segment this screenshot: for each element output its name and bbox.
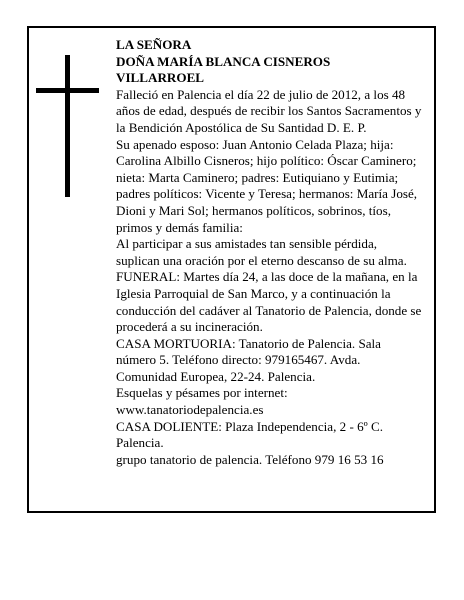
mourning-home: CASA DOLIENTE: Plaza Independencia, 2 - 6º C. Palencia. bbox=[116, 418, 383, 451]
deceased-surname: VILLARROEL bbox=[116, 70, 205, 86]
cross-horizontal-bar bbox=[36, 88, 99, 93]
death-announcement: Falleció en Palencia el día 22 de julio de 2012, a los 48 años de edad, después de recibir los Santos Sacramentos y la Bendición Apostólica de Su Santidad D. E. P. bbox=[116, 86, 422, 135]
family-list: Su apenado esposo: Juan Antonio Celada Plaza; hija: Carolina Albillo Cisneros; hijo político: Óscar Caminero; nieta: Marta Caminero; padres: Eutiquiano y Eutimia; padres políticos: Vicente y Teresa; hermanos: María José, Dioni y Mari Sol; hermanos políticos, sobrinos, tíos, primos y demás familia: bbox=[116, 136, 418, 235]
funeral-home-contact: grupo tanatorio de palencia. Teléfono 979 16 53 16 bbox=[116, 451, 384, 467]
deceased-title: LA SEÑORA bbox=[116, 37, 192, 52]
obituary-text bbox=[116, 37, 422, 468]
cross-icon bbox=[36, 55, 99, 197]
prayer-request: Al participar a sus amistades tan sensible pérdida, suplican una oración por el eterno descanso de su alma. bbox=[116, 236, 407, 268]
mortuary-details: CASA MORTUORIA: Tanatorio de Palencia. Sala número 5. Teléfono directo: 979165467. Avda. Comunidad Europea, 22-24. Palencia. bbox=[116, 335, 381, 384]
cross-vertical-bar bbox=[65, 55, 70, 197]
online-condolences: Esquelas y pésames por internet: www.tanatoriodepalencia.es bbox=[116, 385, 288, 418]
funeral-details: FUNERAL: Martes día 24, a las doce de la mañana, en la Iglesia Parroquial de San Marco, y a continuación la conducción del cadáver al Tanatorio de Palencia, donde se procederá a su incineración. bbox=[116, 269, 422, 335]
deceased-name: DOÑA MARÍA BLANCA CISNEROS bbox=[116, 53, 331, 69]
